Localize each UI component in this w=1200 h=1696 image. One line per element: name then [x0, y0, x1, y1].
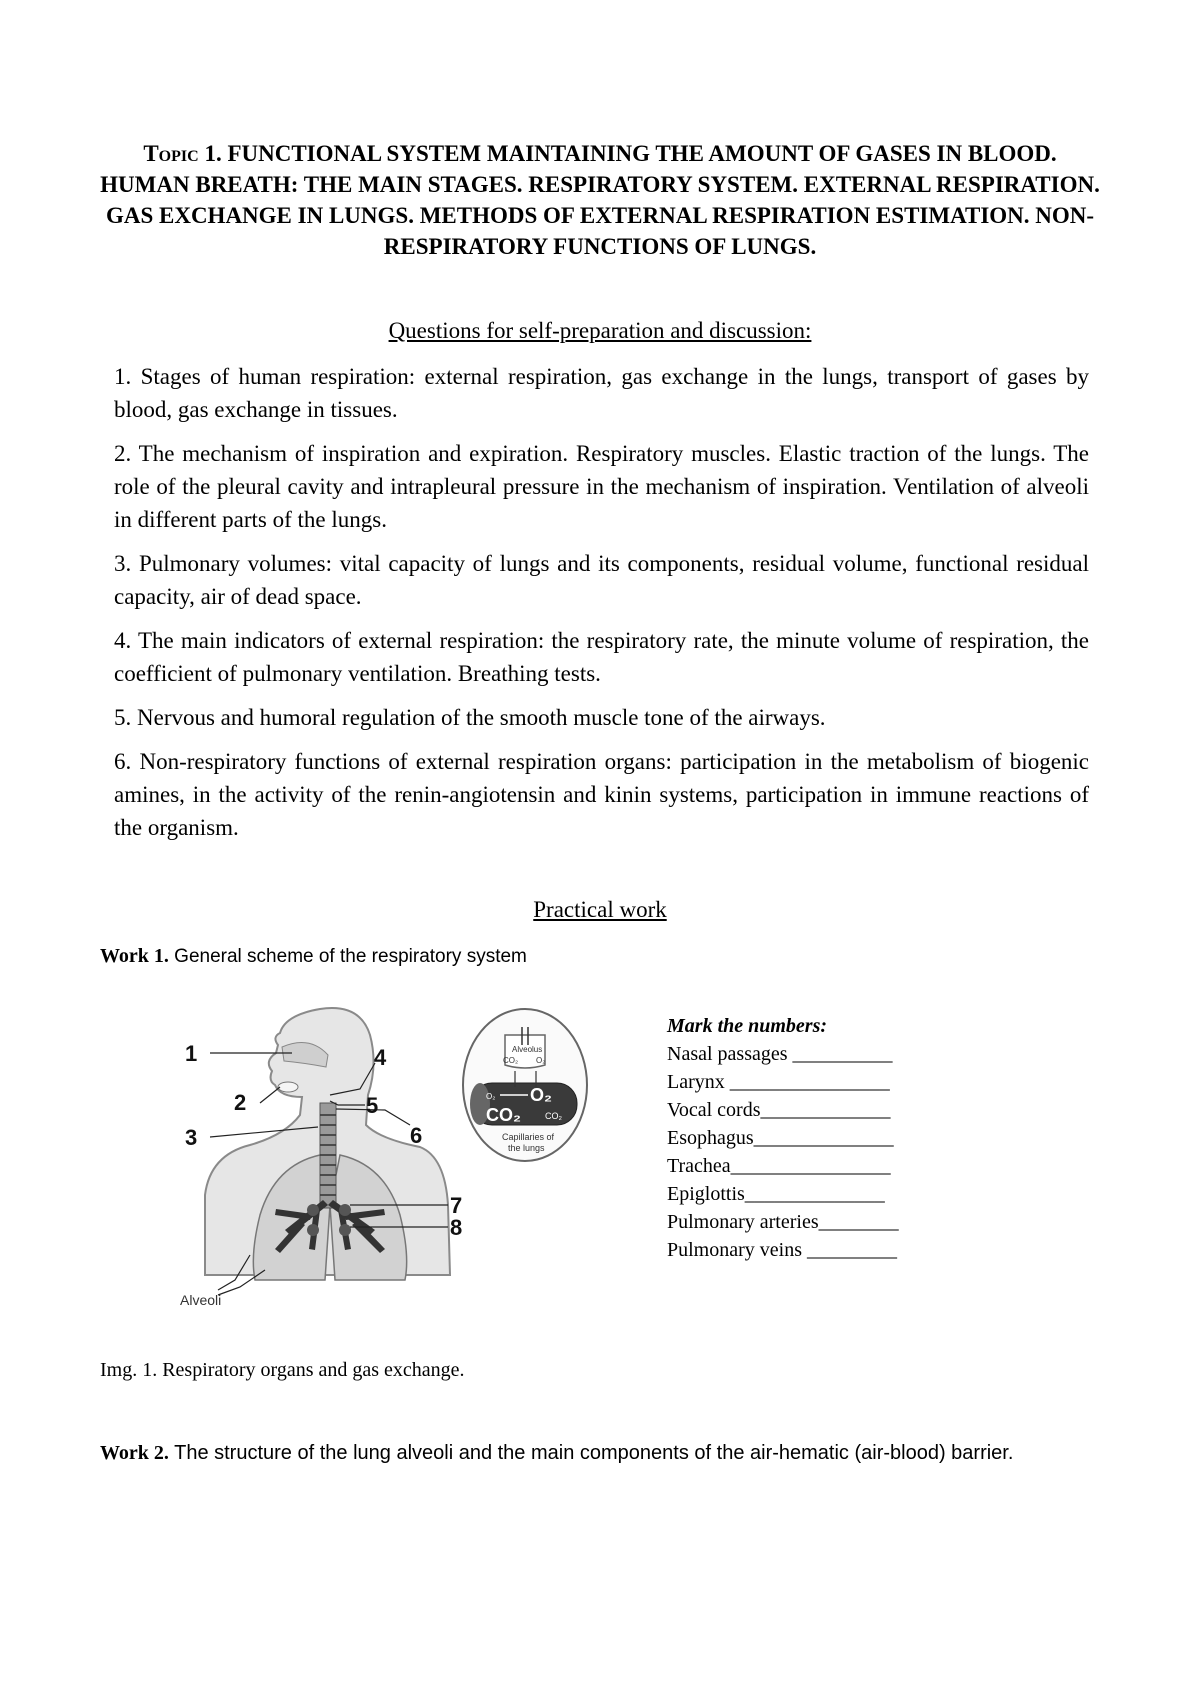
- questions-heading: Questions for self-preparation and discussion:: [388, 318, 812, 343]
- mark-title: Mark the numbers:: [667, 1015, 828, 1037]
- inset-co2-small: CO₂: [503, 1056, 519, 1065]
- figure-number-6: 6: [410, 1123, 423, 1148]
- mark-the-numbers-block: [667, 1012, 899, 1264]
- work-1-title: [100, 945, 527, 968]
- work-1-text: General scheme of the respiratory system: [168, 946, 527, 967]
- mark-item: Pulmonary arteries________: [667, 1211, 899, 1233]
- inset-capillaries-line-1: Capillaries of: [502, 1132, 555, 1142]
- gas-exchange-inset: [463, 1009, 587, 1161]
- mark-item: Nasal passages __________: [667, 1043, 893, 1065]
- question-item: 4. The main indicators of external respiration: the respiratory rate, the minute volume of respiration, the coefficient of pulmonary ventilation. Breathing tests.: [114, 628, 1089, 686]
- work-2-label: Work 2.: [100, 1442, 169, 1464]
- questions-list: [114, 360, 1089, 855]
- respiratory-system-figure: [180, 1005, 600, 1350]
- figure-number-4: 4: [374, 1045, 387, 1070]
- inset-co2-big: CO₂: [486, 1105, 521, 1125]
- mark-item: Larynx ________________: [667, 1071, 890, 1093]
- question-item: 6. Non-respiratory functions of external respiration organs: participation in the metabolism of biogenic amines, in the activity of the renin-angiotensin and kinin systems, participation in immune reactions of the organism.: [114, 749, 1089, 840]
- question-item: 2. The mechanism of inspiration and expiration. Respiratory muscles. Elastic traction of the lungs. The role of the pleural cavity and intrapleural pressure in the mechanism of inspiration. Ventilation of alveoli in different parts of the lungs.: [114, 441, 1089, 532]
- mark-item: Pulmonary veins _________: [667, 1239, 897, 1261]
- figure-caption: Img. 1. Respiratory organs and gas exchange.: [100, 1359, 465, 1381]
- inset-alveolus-label: Alveolus: [512, 1045, 543, 1054]
- figure-number-1: 1: [185, 1041, 198, 1066]
- mark-item: Vocal cords_____________: [667, 1099, 891, 1121]
- figure-number-8: 8: [450, 1215, 463, 1240]
- mark-item: Epiglottis______________: [667, 1183, 885, 1205]
- work-2-text: The structure of the lung alveoli and the main components of the air-hematic (air-blood) barrier.: [168, 1442, 1014, 1464]
- work-1-label: Work 1.: [100, 945, 169, 967]
- work-2-paragraph: [100, 1438, 1100, 1468]
- figure-number-3: 3: [185, 1125, 198, 1150]
- mark-item: Esophagus______________: [667, 1127, 894, 1149]
- figure-number-2: 2: [234, 1090, 247, 1115]
- mark-item: Trachea________________: [667, 1155, 891, 1177]
- question-item: 1. Stages of human respiration: external respiration, gas exchange in the lungs, transport of gases by blood, gas exchange in tissues.: [114, 364, 1089, 422]
- figure-number-7: 7: [450, 1193, 463, 1218]
- alveoli-label: Alveoli: [180, 1292, 222, 1308]
- question-item: 5. Nervous and humoral regulation of the smooth muscle tone of the airways.: [114, 705, 826, 730]
- inset-o2-left: O₂: [486, 1092, 496, 1101]
- topic-heading-text: 1. FUNCTIONAL SYSTEM MAINTAINING THE AMOUNT OF GASES IN BLOOD. HUMAN BREATH: THE MAIN STAGES. RESPIRATORY SYSTEM. EXTERNAL RESPIRATION. GAS EXCHANGE IN LUNGS. METHODS OF EXTERNAL RESPIRATION ESTIMATION. NON-RESPIRATORY FUNCTIONS OF LUNGS.: [100, 141, 1100, 259]
- practical-work-heading: Practical work: [533, 897, 667, 922]
- inset-o2-small: O₂: [536, 1056, 546, 1065]
- mouth-shape: [278, 1082, 298, 1092]
- inset-co2-right: CO₂: [545, 1111, 562, 1121]
- figure-number-5: 5: [366, 1093, 379, 1118]
- inset-o2-big: O₂: [530, 1085, 552, 1105]
- topic-title: [100, 138, 1100, 262]
- question-item: 3. Pulmonary volumes: vital capacity of lungs and its components, residual volume, functional residual capacity, air of dead space.: [114, 551, 1089, 609]
- topic-prefix: Topic: [143, 141, 199, 166]
- inset-capillaries-line-2: the lungs: [508, 1143, 545, 1153]
